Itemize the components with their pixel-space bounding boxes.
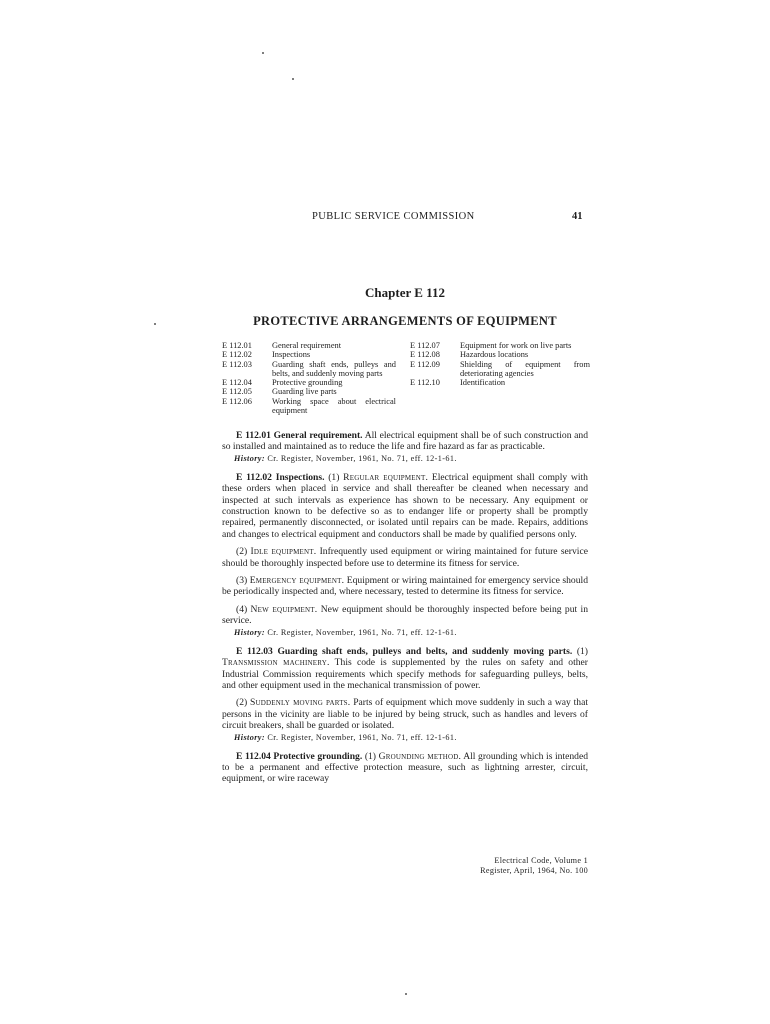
- toc-entry: [410, 341, 590, 350]
- toc-title: Identification: [460, 378, 506, 388]
- subsection-heading: Emergency equipment.: [249, 575, 345, 587]
- section-number: E 112.04: [236, 750, 271, 762]
- section-title: Inspections.: [275, 471, 325, 483]
- subsection-heading: Suddenly moving parts.: [250, 697, 351, 709]
- toc-number: E 112.07: [410, 341, 440, 350]
- section-number: E 112.02: [236, 471, 272, 483]
- footer-line: Register, April, 1964, No. 100: [480, 865, 588, 875]
- subsection-number: (3): [236, 575, 248, 587]
- toc-number: E 112.04: [222, 378, 252, 388]
- toc-title: Protective grounding: [272, 378, 343, 388]
- subsection-heading: Idle equipment.: [250, 546, 317, 558]
- chapter-body: [222, 430, 588, 791]
- history-text: Cr. Register, November, 1961, No. 71, eff. 12-1-61.: [267, 453, 457, 463]
- scan-speck: [262, 52, 264, 54]
- section-title: General requirement.: [273, 430, 363, 441]
- subsection-text: Infrequently used equipment or wiring maintained for future service should be thoroughly inspected before use to determine its fitness for service.: [222, 546, 588, 569]
- scan-speck: [292, 78, 294, 80]
- history-note: [222, 454, 588, 464]
- toc-number: E 112.06: [222, 396, 252, 406]
- subsection-number: (2): [236, 697, 248, 709]
- section-title: Protective grounding.: [273, 750, 363, 762]
- section-number: E 112.03: [236, 645, 273, 657]
- subsection-heading: Regular equipment.: [343, 471, 429, 483]
- chapter-title: Chapter E 112: [365, 285, 445, 300]
- toc-title: Hazardous locations: [460, 350, 529, 360]
- toc-entry: [410, 360, 590, 379]
- toc-title: General requirement: [272, 341, 342, 350]
- toc-number: E 112.08: [410, 350, 440, 360]
- subsection: [222, 546, 588, 569]
- subsection-text: This code is supplemented by the rules on safety and other Industrial Commission requirements which specify methods for safeguarding pulleys, belts, and other equipment used in the mechanical transmission of power.: [222, 657, 588, 691]
- history-label: History:: [234, 732, 265, 742]
- footer-line: Electrical Code, Volume 1: [494, 856, 588, 865]
- toc-left-column: [222, 341, 396, 415]
- subsection-text: Electrical equipment shall comply with these orders when placed in service and shall thereafter be cleaned when necessary and inspected at such intervals as experience has shown to be necessary. Any equipment or construction known to be defective so as to endanger life or property shall be promptly repaired, permanently disconnected, or isolated until repairs can be made. Repairs, additions and changes to electrical equipment and conductors shall be made by qualified persons only.: [222, 471, 588, 540]
- history-label: History:: [234, 627, 265, 637]
- toc-title: Guarding live parts: [272, 387, 337, 397]
- section-e112-03: [222, 646, 588, 692]
- toc-entry: [222, 360, 396, 379]
- toc-entry: [222, 387, 396, 396]
- toc-entry: [410, 378, 590, 387]
- history-text: Cr. Register, November, 1961, No. 71, eff. 12-1-61.: [267, 732, 457, 742]
- history-note: [222, 733, 588, 743]
- scan-speck: [405, 993, 407, 995]
- toc-number: E 112.01: [222, 341, 252, 350]
- section-title: Guarding shaft ends, pulleys and belts, and suddenly moving parts.: [277, 645, 573, 657]
- subsection-heading: Transmission machinery.: [222, 657, 330, 669]
- subsection-number: (1): [364, 750, 376, 762]
- toc-number: E 112.05: [222, 387, 252, 397]
- subsection-heading: Grounding method.: [378, 750, 462, 762]
- toc-entry: [222, 350, 396, 359]
- register-footer: [400, 856, 588, 875]
- subsection-number: (4): [236, 603, 248, 615]
- section-text: All electrical equipment shall be of such construction and so installed and maintained as to reduce the life and fire hazard as far as practicable.: [222, 430, 589, 453]
- chapter-subtitle: PROTECTIVE ARRANGEMENTS OF EQUIPMENT: [253, 314, 557, 328]
- subsection: [222, 697, 588, 731]
- subsection-text: Equipment or wiring maintained for emergency service should be periodically inspected and, where necessary, tested to determine its fitness for service.: [222, 575, 588, 598]
- toc-number: E 112.10: [410, 378, 440, 388]
- section-e112-02: [222, 472, 588, 540]
- page-number: 41: [572, 211, 583, 222]
- section-e112-01: [222, 430, 588, 453]
- history-note: [222, 628, 588, 638]
- subsection-number: (1): [576, 645, 588, 657]
- toc-title: Equipment for work on live parts: [460, 341, 572, 350]
- toc-number: E 112.03: [222, 359, 252, 369]
- subsection: [222, 575, 588, 598]
- section-e112-04: [222, 751, 588, 785]
- subsection: [222, 604, 588, 627]
- toc-title: Shielding of equipment from deteriorating agencies: [460, 359, 590, 378]
- subsection-number: (2): [236, 546, 248, 558]
- section-number: E 112.01: [236, 430, 271, 441]
- toc-number: E 112.02: [222, 350, 252, 360]
- toc-entry: [410, 350, 590, 359]
- toc-title: Inspections: [272, 350, 311, 360]
- toc-number: E 112.09: [410, 359, 440, 369]
- history-label: History:: [234, 453, 265, 463]
- toc-right-column: [410, 341, 590, 387]
- toc-title: Guarding shaft ends, pulleys and belts, and suddenly moving parts: [272, 359, 396, 378]
- toc-entry: [222, 378, 396, 387]
- subsection-text: Parts of equipment which move suddenly in such a way that persons in the vicinity are liable to be injured by being struck, such as handles and levers of circuit breakers, shall be guarded or isolated.: [222, 697, 588, 732]
- subsection-text: All grounding which is intended to be a permanent and effective protection measure, such as lightning arrester, circuit, equipment, or wire raceway: [222, 750, 589, 785]
- toc-entry: [222, 397, 396, 416]
- subsection-heading: New equipment.: [250, 603, 318, 615]
- running-head: PUBLIC SERVICE COMMISSION: [312, 211, 475, 222]
- subsection-text: New equipment should be thoroughly inspected before being put in service.: [222, 603, 588, 627]
- toc-entry: [222, 341, 396, 350]
- subsection-number: (1): [328, 471, 340, 483]
- history-text: Cr. Register, November, 1961, No. 71, eff. 12-1-61.: [267, 627, 457, 637]
- toc-title: Working space about electrical equipment: [272, 396, 396, 416]
